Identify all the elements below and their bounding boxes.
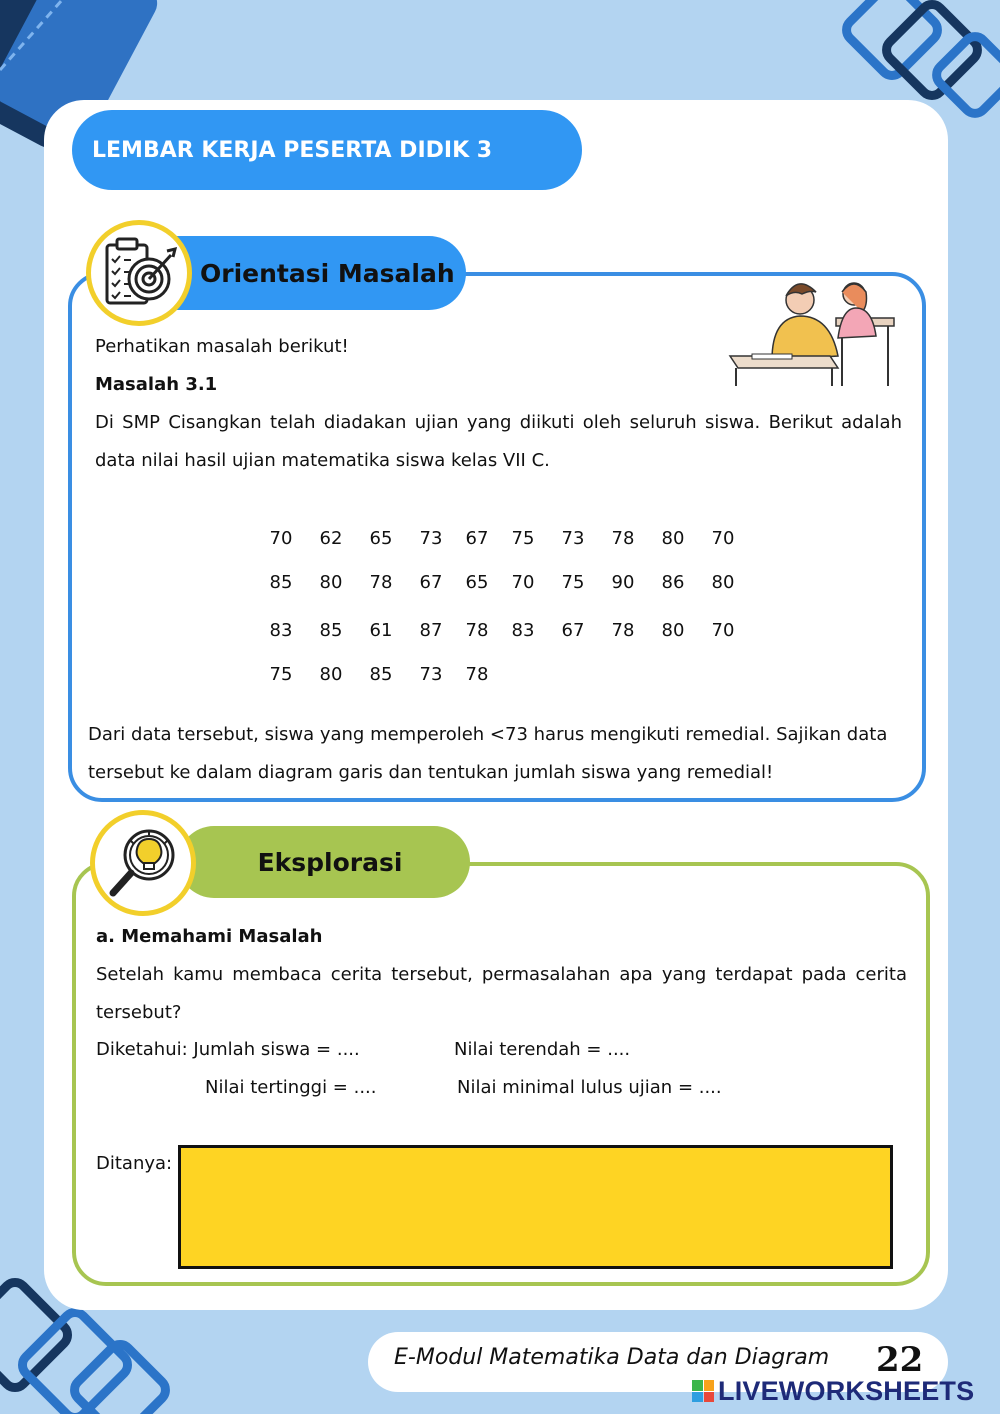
orientasi-title-text: Orientasi Masalah: [200, 258, 455, 288]
orientasi-intro: Perhatikan masalah berikut!: [95, 336, 349, 357]
eksplorasi-title-text: Eksplorasi: [257, 847, 403, 877]
module-title: E-Modul Matematika Data dan Diagram: [394, 1345, 830, 1370]
data-cell: 73: [561, 527, 585, 549]
data-cell: 85: [319, 619, 343, 641]
masalah-task: Dari data tersebut, siswa yang memperoleh <73 harus mengikuti remedial. Sajikan data tersebut ke dalam diagram garis dan tentukan jumlah siswa yang remedial!: [88, 724, 888, 783]
ditanya-label: Ditanya:: [96, 1153, 173, 1174]
data-cell: 70: [711, 619, 735, 641]
data-row: [256, 652, 756, 696]
ditanya-answer-input[interactable]: [178, 1145, 893, 1269]
liveworksheets-brand-text: LIVEWORKSHEETS: [718, 1375, 975, 1406]
clipboard-target-icon: [86, 220, 192, 326]
data-cell: 73: [419, 663, 443, 685]
data-cell: 80: [711, 571, 735, 593]
data-row: [256, 516, 756, 560]
known-nilai-minimal: Nilai minimal lulus ujian = ....: [457, 1077, 722, 1098]
data-cell: 67: [465, 527, 489, 549]
data-cell: 80: [661, 619, 685, 641]
data-cell: 70: [269, 527, 293, 549]
data-cell: 87: [419, 619, 443, 641]
data-cell: 86: [661, 571, 685, 593]
eksplorasi-question: Setelah kamu membaca cerita tersebut, permasalahan apa yang terdapat pada cerita tersebut?: [96, 964, 907, 1023]
data-cell: 62: [319, 527, 343, 549]
data-cell: 78: [611, 527, 635, 549]
data-cell: 70: [711, 527, 735, 549]
data-cell: 80: [319, 663, 343, 685]
data-cell: 80: [661, 527, 685, 549]
page-number: 22: [876, 1340, 924, 1380]
masalah-description: Di SMP Cisangkan telah diadakan ujian yang diikuti oleh seluruh siswa. Berikut adalah data nilai hasil ujian matematika siswa kelas VII C.: [95, 412, 902, 471]
data-cell: 85: [269, 571, 293, 593]
data-row: [256, 560, 756, 604]
data-cell: 83: [269, 619, 293, 641]
data-cell: 67: [419, 571, 443, 593]
liveworksheets-brand: [692, 1374, 974, 1408]
data-cell: 75: [269, 663, 293, 685]
magnifier-lightbulb-icon: [90, 810, 196, 916]
known-jumlah-siswa: Diketahui: Jumlah siswa = ....: [96, 1039, 360, 1060]
worksheet-title-text: LEMBAR KERJA PESERTA DIDIK 3: [92, 137, 493, 163]
students-studying-illustration: [728, 278, 898, 390]
data-cell: 78: [369, 571, 393, 593]
data-cell: 78: [465, 663, 489, 685]
known-nilai-tertinggi: Nilai tertinggi = ....: [205, 1077, 377, 1098]
data-cell: 78: [465, 619, 489, 641]
data-cell: 85: [369, 663, 393, 685]
data-cell: 70: [511, 571, 535, 593]
data-cell: 65: [369, 527, 393, 549]
data-cell: 80: [319, 571, 343, 593]
data-cell: 65: [465, 571, 489, 593]
eksplorasi-section-title: [178, 826, 470, 898]
known-nilai-terendah: Nilai terendah = ....: [454, 1039, 631, 1060]
data-cell: 78: [611, 619, 635, 641]
data-row: [256, 608, 756, 652]
liveworksheets-logo-icon: [692, 1380, 714, 1402]
eksplorasi-subheading: a. Memahami Masalah: [96, 926, 323, 947]
data-cell: 75: [511, 527, 535, 549]
data-cell: 73: [419, 527, 443, 549]
worksheet-title: [72, 110, 582, 190]
data-cell: 90: [611, 571, 635, 593]
data-cell: 67: [561, 619, 585, 641]
corner-dash-line: [0, 0, 100, 100]
masalah-label: Masalah 3.1: [95, 374, 218, 395]
exam-score-data: [256, 516, 756, 696]
data-cell: 75: [561, 571, 585, 593]
data-cell: 61: [369, 619, 393, 641]
data-cell: 83: [511, 619, 535, 641]
